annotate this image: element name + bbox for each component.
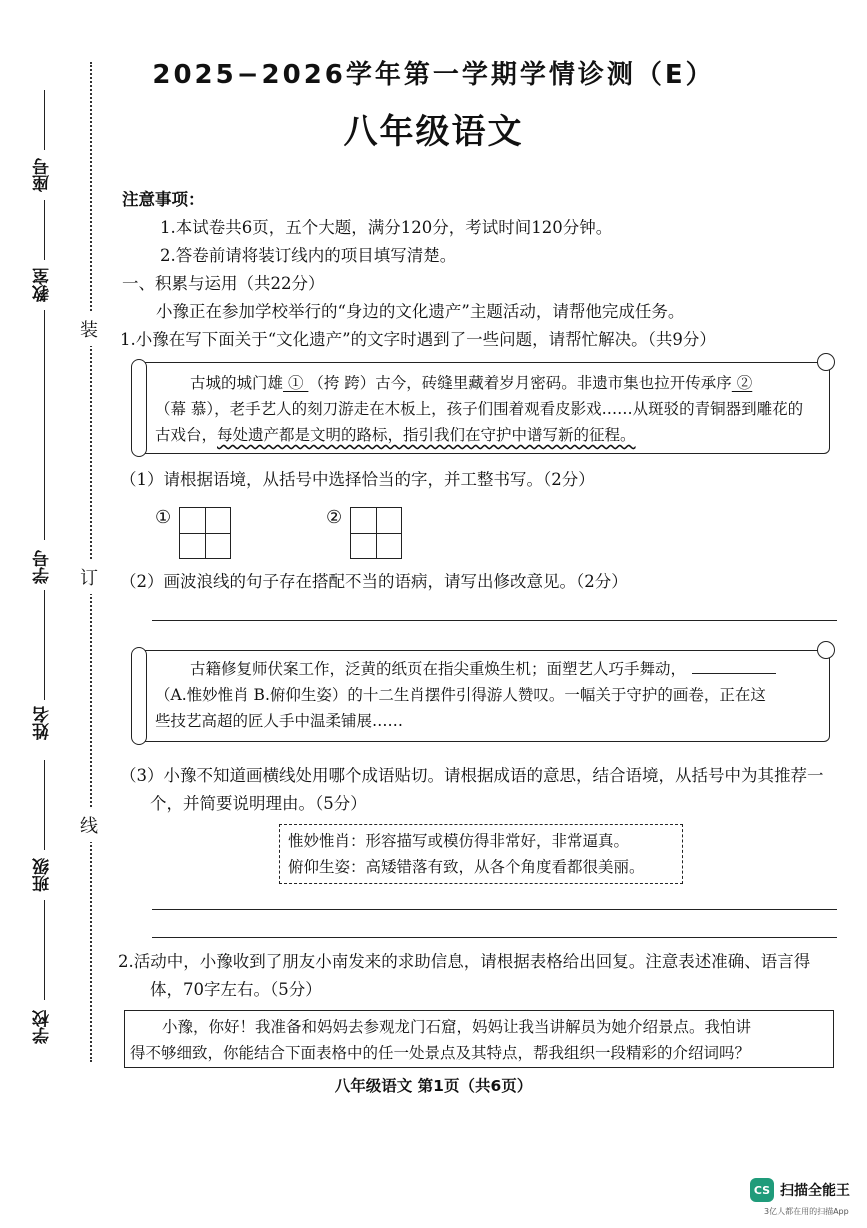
student-id-line: [44, 310, 45, 540]
scroll2-line1: [190, 656, 776, 682]
blank-1[interactable]: ①: [283, 374, 309, 392]
idiom-definition-1: 惟妙惟肖：形容描写或模仿得非常好，非常逼真。: [288, 832, 630, 850]
question-1-3-line1: （3）小豫不知道画横线处用哪个成语贴切。请根据成语的意思，结合语境，从括号中为其推荐一: [120, 766, 824, 785]
student-id-label: 学号: [33, 550, 53, 584]
class-line: [44, 760, 45, 850]
section1-intro: 小豫正在参加学校举行的“身边的文化遗产”主题活动，请帮他完成任务。: [156, 302, 685, 321]
scroll2-line3: 些技艺高超的匠人手中温柔铺展……: [155, 712, 404, 730]
notice-item-1: 1.本试卷共6页，五个大题，满分120分，考试时间120分钟。: [160, 218, 613, 237]
idiom-definition-2: 俯仰生姿：高矮错落有致，从各个角度看都很美丽。: [288, 858, 645, 876]
scroll1-line1-start: 古城的城门雄: [190, 374, 284, 392]
scroll-curl-left: [131, 359, 147, 457]
box-label-1: ①: [155, 507, 172, 528]
scroll1-line1-mid: （挎 跨）古今，砖缝里藏着岁月密码。非遗市集也拉开传承序: [308, 374, 732, 392]
notice-item-2: 2.答卷前请将装订线内的项目填写清楚。: [160, 246, 457, 265]
scanner-name: 扫描全能王: [780, 1183, 850, 1199]
scroll2-line1-text: 古籍修复师伏案工作，泛黄的纸页在指尖重焕生机；面塑艺人巧手舞动，: [190, 660, 687, 678]
binding-char-ding: 订: [80, 560, 98, 594]
question-1-2: （2）画波浪线的句子存在搭配不当的语病，请写出修改意见。（2分）: [120, 572, 628, 591]
answer-line-1-3-b[interactable]: [152, 937, 837, 938]
name-label: 姓名: [33, 706, 53, 740]
question-2-line1: 2.活动中，小豫收到了朋友小南发来的求助信息，请根据表格给出回复。注意表述准确、语言得: [118, 952, 811, 971]
answer-line-1-2[interactable]: [152, 620, 837, 621]
class-label: 班级: [33, 858, 53, 892]
question-1: 1.小豫在写下面关于“文化遗产”的文字时遇到了一些问题，请帮忙解决。（共9分）: [120, 330, 716, 349]
name-line: [44, 590, 45, 700]
wavy-sentence: 每处遗产都是文明的路标，指引我们在守护中谱写新的征程。: [217, 426, 636, 444]
scroll2-line2: （A.惟妙惟肖 B.俯仰生姿）的十二生肖摆件引得游人赞叹。一幅关于守护的画卷，正在这: [155, 686, 766, 704]
notice-heading: 注意事项：: [122, 190, 205, 209]
classroom-line: [44, 200, 45, 260]
scroll2-curl-left: [131, 647, 147, 745]
message-line1: 小豫，你好！我准备和妈妈去参观龙门石窟，妈妈让我当讲解员为她介绍景点。我怕讲: [162, 1018, 752, 1036]
cs-badge-icon: CS: [750, 1178, 774, 1202]
scroll1-line2: （幕 慕），老手艺人的刻刀游走在木板上，孩子们围着观看皮影戏……从斑驳的青铜器到雕花的: [155, 400, 804, 418]
scroll1-line3-start: 古戏台，: [155, 426, 218, 444]
subject-title: 八年级语文: [343, 112, 524, 152]
scroll1-line3: [155, 422, 636, 448]
seat-number-label: 座号: [33, 158, 53, 192]
binding-char-zhuang: 装: [80, 312, 98, 346]
writing-box-2[interactable]: [350, 507, 402, 559]
scanner-tagline: 3亿人都在用的扫描App: [764, 1207, 849, 1216]
school-line: [44, 900, 45, 1000]
scroll-curl-right: [817, 353, 835, 371]
scroll2-curl-right: [817, 641, 835, 659]
school-label: 学校: [33, 1010, 53, 1044]
scroll1-line1: [190, 370, 752, 396]
blank-2[interactable]: ②: [731, 374, 753, 392]
exam-title: 2025−2026学年第一学期学情诊测（E）: [152, 60, 715, 90]
message-line2: 得不够细致，你能结合下面表格中的任一处景点及其特点，帮我组织一段精彩的介绍词吗？: [130, 1044, 751, 1062]
idiom-blank[interactable]: [692, 660, 776, 674]
box-label-2: ②: [326, 507, 343, 528]
question-1-3-line2: 个，并简要说明理由。（5分）: [150, 794, 367, 813]
question-2-line2: 体，70字左右。（5分）: [150, 980, 322, 999]
page-footer: 八年级语文 第1页（共6页）: [334, 1077, 533, 1095]
question-1-1: （1）请根据语境，从括号中选择恰当的字，并工整书写。（2分）: [120, 470, 595, 489]
classroom-label: 教室: [33, 268, 53, 302]
binding-char-xian: 线: [80, 808, 98, 842]
section1-heading: 一、积累与运用（共22分）: [122, 274, 325, 293]
answer-line-1-3-a[interactable]: [152, 909, 837, 910]
writing-box-1[interactable]: [179, 507, 231, 559]
scanner-logo: [750, 1178, 850, 1202]
